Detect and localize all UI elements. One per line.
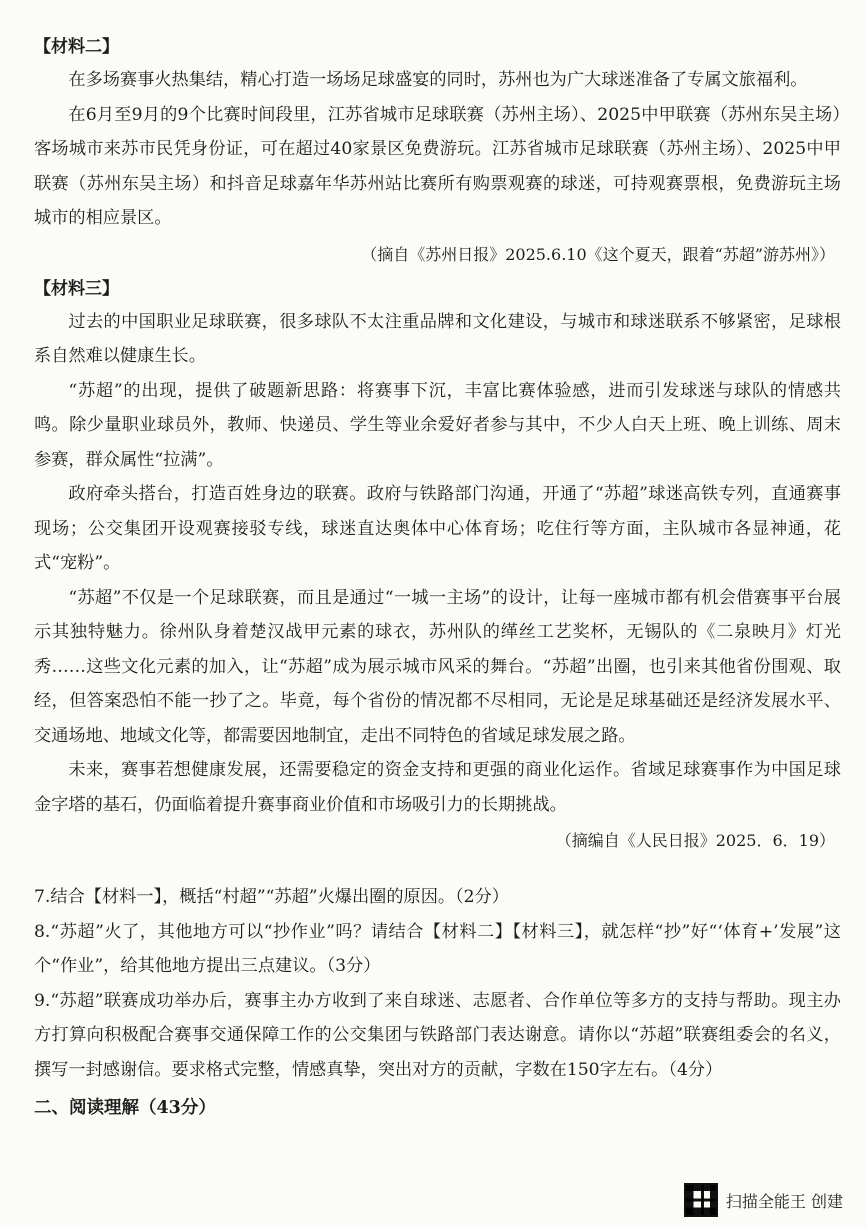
material3-paragraph-1: 过去的中国职业足球联赛，很多球队不太注重品牌和文化建设，与城市和球迷联系不够紧密，足球根系自然难以健康生长。 bbox=[34, 311, 841, 366]
spacer bbox=[34, 858, 841, 880]
question-9: 9.“苏超”联赛成功举办后，赛事主办方收到了来自球迷、志愿者、合作单位等多方的支持与帮助。现主办方打算向积极配合赛事交通保障工作的公交集团与铁路部门表达谢意。请你以“苏超”联赛组委会的名义，撰写一封感谢信。要求格式完整，情感真挚，突出对方的贡献，字数在150字左右。（4分） bbox=[34, 990, 841, 1080]
question-8: 8.“苏超”火了，其他地方可以“抄作业”吗？请结合【材料二】【材料三】，就怎样“抄”好“‘体育+’发展”这个“作业”，给其他地方提出三点建议。（3分） bbox=[34, 921, 841, 976]
material2-paragraph-2: 在6月至9月的9个比赛时间段里，江苏省城市足球联赛（苏州主场）、2025中甲联赛（苏州东吴主场）客场城市来苏市民凭身份证，可在超过40家景区免费游玩。江苏省城市足球联赛（苏州主场）、2025中甲联赛（苏州东吴主场）和抖音足球嘉年华苏州站比赛所有购票观赛的球迷，可持观赛票根，免费游玩主场城市的相应景区。 bbox=[34, 104, 841, 228]
material2-paragraph-1: 在多场赛事火热集结，精心打造一场场足球盛宴的同时，苏州也为广大球迷准备了专属文旅福利。 bbox=[68, 70, 808, 90]
material3-paragraph-4: “苏超”不仅是一个足球联赛，而且是通过“一城一主场”的设计，让每一座城市都有机会借赛事平台展示其独特魅力。徐州队身着楚汉战甲元素的球衣，苏州队的缂丝工艺奖杯，无锡队的《二泉映月》灯光秀……这些文化元素的加入，让“苏超”成为展示城市风采的舞台。“苏超”出圈，也引来其他省份围观、取经，但答案恐怕不能一抄了之。毕竟，每个省份的情况都不尽相同，无论是足球基础还是经济发展水平、交通场地、地域文化等，都需要因地制宜，走出不同特色的省域足球发展之路。 bbox=[34, 587, 841, 746]
material3-paragraph-3: 政府牵头搭台，打造百姓身边的联赛。政府与铁路部门沟通，开通了“苏超”球迷高铁专列，直通赛事现场；公交集团开设观赛接驳专线，球迷直达奥体中心体育场；吃住行等方面，主队城市各显神通，花式“宠粉”。 bbox=[34, 484, 841, 573]
material2-heading: 【材料二】 bbox=[34, 37, 119, 57]
scanner-watermark bbox=[684, 1183, 843, 1217]
material3-paragraph-2: “苏超”的出现，提供了破题新思路：将赛事下沉，丰富比赛体验感，进而引发球迷与球队的情感共鸣。除少量职业球员外，教师、快递员、学生等业余爱好者参与其中，不少人白天上班、晚上训练、周末参赛，群众属性“拉满”。 bbox=[34, 380, 841, 470]
material3-paragraph-5: 未来，赛事若想健康发展，还需要稳定的资金支持和更强的商业化运作。省域足球赛事作为中国足球金字塔的基石，仍面临着提升赛事商业价值和市场吸引力的长期挑战。 bbox=[34, 760, 841, 815]
material2-source: （摘自《苏州日报》2025.6.10《这个夏天，跟着“苏超”游苏州》） bbox=[361, 244, 835, 264]
material3-heading: 【材料三】 bbox=[34, 278, 119, 299]
qr-code-icon bbox=[684, 1183, 718, 1217]
question-7: 7.结合【材料一】，概括“村超”“苏超”火爆出圈的原因。（2分） bbox=[34, 887, 509, 907]
section-title: 二、阅读理解（43分） bbox=[34, 1098, 216, 1118]
watermark-text: 扫描全能王 创建 bbox=[725, 1191, 843, 1211]
material3-source: （摘编自《人民日报》2025．6．19） bbox=[555, 831, 835, 850]
